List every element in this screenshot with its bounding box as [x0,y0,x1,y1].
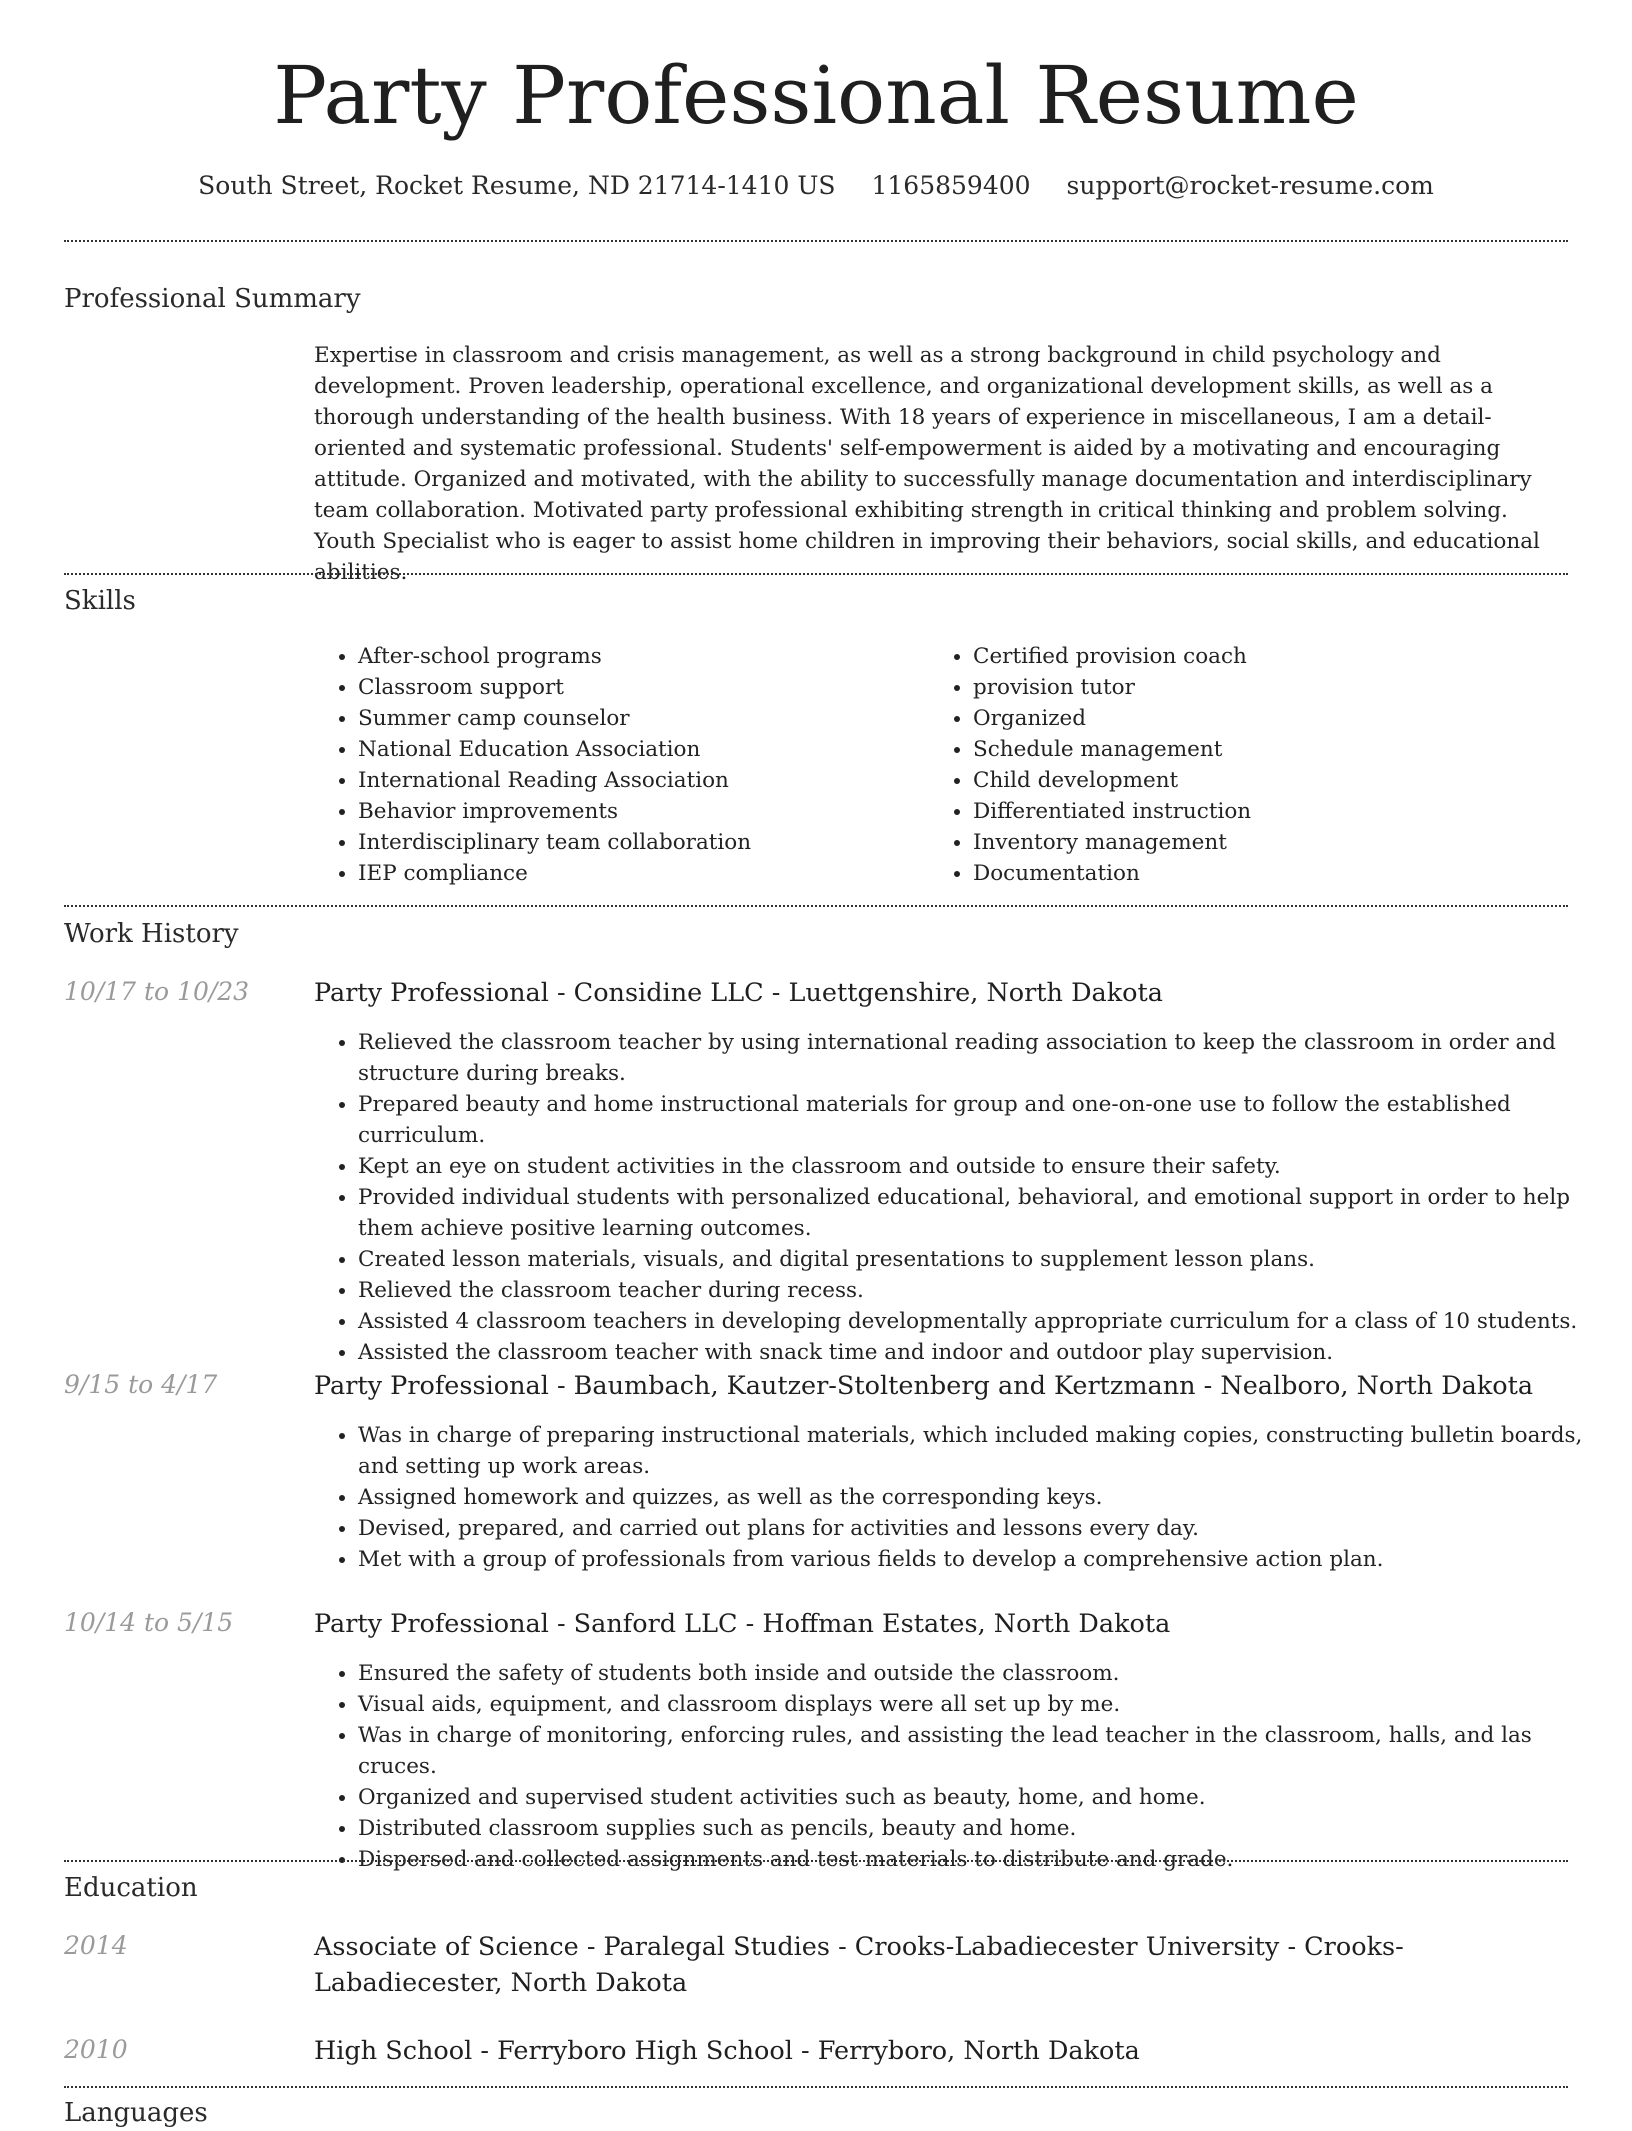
job-bullet: • Devised, prepared, and carried out plans for activities and lessons every day. [358,1513,1612,1544]
education-heading: Education [64,1873,198,1903]
resume-title: Party Professional Resume [273,49,1359,142]
skill-item: • Classroom support [358,672,918,703]
skill-item: • Behavior improvements [358,796,918,827]
job-bullets [314,1658,1612,1875]
job-bullet: • Dispersed and collected assignments and test materials to distribute and grade. [358,1844,1612,1875]
skill-item: • Differentiated instruction [973,796,1573,827]
skill-item: • Documentation [973,858,1573,889]
job-bullet: • Assigned homework and quizzes, as well as the corresponding keys. [358,1482,1612,1513]
skills-heading: Skills [64,586,136,616]
job-bullet: • Was in charge of preparing instructional materials, which included making copies, constructing bulletin boards, and setting up work areas. [358,1420,1612,1482]
job-dates: 9/15 to 4/17 [64,1370,218,1399]
job-bullet: • Ensured the safety of students both inside and outside the classroom. [358,1658,1612,1689]
job-dates: 10/14 to 5/15 [64,1608,234,1637]
education-year: 2014 [64,1931,128,1960]
skill-item: • After-school programs [358,641,918,672]
job-dates: 10/17 to 10/23 [64,977,250,1006]
job-bullet: • Relieved the classroom teacher by using international reading association to keep the classroom in order and structure during breaks. [358,1027,1612,1089]
contact-email: support@rocket-resume.com [1066,171,1434,200]
job-bullet: • Provided individual students with personalized educational, behavioral, and emotional support in order to help them achieve positive learning outcomes. [358,1182,1612,1244]
skill-item: • Inventory management [973,827,1573,858]
job-bullet: • Visual aids, equipment, and classroom displays were all set up by me. [358,1689,1612,1720]
skill-item: • International Reading Association [358,765,918,796]
job-bullet: • Created lesson materials, visuals, and digital presentations to supplement lesson plans. [358,1244,1612,1275]
skills-list-left [314,641,918,889]
job-bullets [314,1420,1612,1575]
skill-item: • National Education Association [358,734,918,765]
skills-list-right [929,641,1573,889]
summary-heading: Professional Summary [64,284,361,314]
education-title: Associate of Science - Paralegal Studies - Crooks-Labadiecester University - Crooks-Labadiecester, North Dakota [314,1932,1404,1998]
education-year: 2010 [64,2035,128,2064]
section-divider [64,2086,1568,2088]
skill-item: • provision tutor [973,672,1573,703]
section-divider [64,240,1568,242]
job-bullet: • Prepared beauty and home instructional materials for group and one-on-one use to follow the established curriculum. [358,1089,1612,1151]
job-bullet: • Organized and supervised student activities such as beauty, home, and home. [358,1782,1612,1813]
job-title: Party Professional - Baumbach, Kautzer-Stoltenberg and Kertzmann - Nealboro, North Dakota [314,1371,1534,1401]
skill-item: • Schedule management [973,734,1573,765]
job-title: Party Professional - Considine LLC - Luettgenshire, North Dakota [314,978,1163,1008]
section-divider [64,573,1568,575]
job-bullet: • Assisted the classroom teacher with snack time and indoor and outdoor play supervision. [358,1337,1612,1368]
skill-item: • IEP compliance [358,858,918,889]
job-bullets [314,1027,1612,1368]
skill-item: • Summer camp counselor [358,703,918,734]
job-bullet: • Met with a group of professionals from various fields to develop a comprehensive action plan. [358,1544,1612,1575]
job-bullet: • Distributed classroom supplies such as pencils, beauty and home. [358,1813,1612,1844]
skill-item: • Child development [973,765,1573,796]
skill-item: • Interdisciplinary team collaboration [358,827,918,858]
job-bullet: • Was in charge of monitoring, enforcing rules, and assisting the lead teacher in the classroom, halls, and las cruces. [358,1720,1612,1782]
job-bullet: • Kept an eye on student activities in the classroom and outside to ensure their safety. [358,1151,1612,1182]
work-heading: Work History [64,919,239,949]
job-title: Party Professional - Sanford LLC - Hoffman Estates, North Dakota [314,1609,1171,1639]
contact-address: South Street, Rocket Resume, ND 21714-1410 US [198,171,836,200]
section-divider [64,1860,1568,1862]
contact-phone: 1165859400 [871,171,1031,200]
education-title: High School - Ferryboro High School - Ferryboro, North Dakota [314,2036,1140,2066]
summary-text: Expertise in classroom and crisis management, as well as a strong background in child psychology and development. Proven leadership, operational excellence, and organizational development skills, as well as a thorough understanding of the health business. With 18 years of experience in miscellaneous, I am a detail-oriented and systematic professional. Students' self-empowerment is aided by a motivating and encouraging attitude. Organized and motivated, with the ability to successfully manage documentation and interdisciplinary team collaboration. Motivated party professional exhibiting strength in critical thinking and problem solving. Youth Specialist who is eager to assist home children in improving their behaviors, social skills, and educational abilities. [314,343,1540,585]
contact-line [0,170,1632,203]
job-bullet: • Relieved the classroom teacher during recess. [358,1275,1612,1306]
skill-item: • Organized [973,703,1573,734]
job-bullet: • Assisted 4 classroom teachers in developing developmentally appropriate curriculum for a class of 10 students. [358,1306,1612,1337]
languages-heading: Languages [64,2098,208,2128]
section-divider [64,905,1568,907]
skill-item: • Certified provision coach [973,641,1573,672]
